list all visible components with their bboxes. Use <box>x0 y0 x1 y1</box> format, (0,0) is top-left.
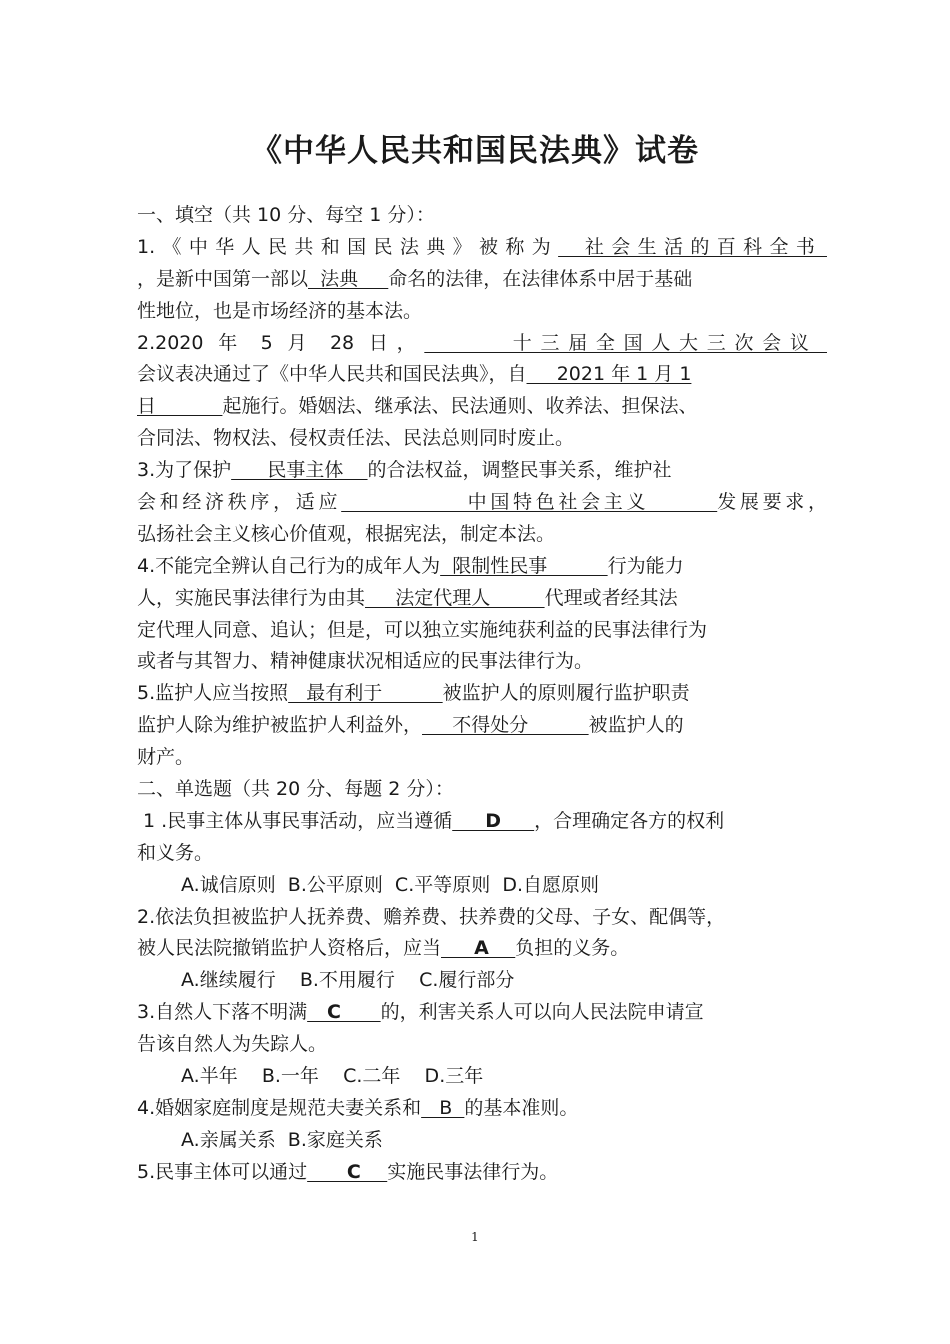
answer-blank: 不得处分 <box>422 714 589 737</box>
question-text: 行为能力 <box>607 554 684 577</box>
question-line <box>137 710 827 742</box>
question-text: 被监护人的 <box>588 714 684 737</box>
question-text: 代理或者经其法 <box>544 586 678 609</box>
section-heading: 一、填空（共 10 分、每空 1 分）： <box>137 204 435 226</box>
question-line <box>137 232 827 264</box>
answer-blank: 法定代理人 <box>365 586 545 609</box>
answer-blank: 中国特色社会主义 <box>341 491 718 514</box>
question-text: 5.监护人应当按照 <box>137 682 289 705</box>
question-text: 1.《中华人民共和国民法典》被称为 <box>137 235 559 258</box>
question-line: 和义务。 <box>137 841 214 864</box>
question-text: 被监护人的原则履行监护职责 <box>442 682 690 705</box>
question-line <box>137 583 827 615</box>
question-line <box>137 455 827 487</box>
page-title: 《中华人民共和国民法典》试卷 <box>251 133 699 169</box>
question-text: 1 .民事主体从事民事活动，应当遵循 <box>137 809 453 832</box>
question-text: 的基本准则。 <box>464 1096 579 1119</box>
question-text: 会和经济秩序，适应 <box>137 491 342 514</box>
answer-options: A.诚信原则 B.公平原则 C.平等原则 D.自愿原则 <box>181 873 599 896</box>
question-line <box>137 806 827 838</box>
page-number: 1 <box>471 1230 479 1244</box>
question-text: 发展要求， <box>717 491 827 514</box>
question-text: 2.2020 年 5 月 28 日， <box>137 331 425 354</box>
answer-blank: 2021 年 1 月 1 <box>526 363 692 386</box>
question-line <box>137 487 827 519</box>
answer-blank: D <box>452 809 535 832</box>
question-line <box>137 1093 827 1125</box>
question-line: 告该自然人为失踪人。 <box>137 1033 328 1056</box>
answer-blank: 十三届全国人大三次会议 <box>424 331 827 354</box>
question-line <box>137 997 827 1029</box>
question-text: 监护人除为维护被监护人利益外， <box>137 714 423 737</box>
question-text: 的，利害关系人可以向人民法院申请宣 <box>380 1001 704 1024</box>
question-text: ，合理确定各方的权利 <box>534 809 725 832</box>
question-text: 3.为了保护 <box>137 459 232 482</box>
answer-blank: B <box>421 1096 465 1119</box>
answer-options: A.半年 B.一年 C.二年 D.三年 <box>181 1065 484 1088</box>
question-line <box>137 264 827 296</box>
question-text: 被人民法院撤销监护人资格后，应当 <box>137 937 442 960</box>
answer-blank: A <box>441 937 516 960</box>
answer-blank: 法典 <box>308 267 389 290</box>
answer-blank: 日 <box>137 395 223 418</box>
answer-blank: 社会生活的百科全书 <box>558 235 827 258</box>
question-line <box>137 551 827 583</box>
question-line: 合同法、物权法、侵权责任法、民法总则同时废止。 <box>137 427 575 450</box>
question-line <box>137 678 827 710</box>
question-line <box>137 391 827 423</box>
answer-options: A.继续履行 B.不用履行 C.履行部分 <box>181 969 515 992</box>
question-line <box>137 933 827 965</box>
question-text: ，是新中国第一部以 <box>137 267 309 290</box>
question-line: 或者与其智力、精神健康状况相适应的民事法律行为。 <box>137 650 594 673</box>
section-heading: 二、单选题（共 20 分、每题 2 分）： <box>137 778 454 801</box>
question-line <box>137 1157 827 1189</box>
answer-blank: 民事主体 <box>231 459 368 482</box>
question-text: 的合法权益，调整民事关系，维护社 <box>367 459 672 482</box>
question-text: 命名的法律，在法律体系中居于基础 <box>388 267 693 290</box>
question-line: 性地位，也是市场经济的基本法。 <box>137 299 423 322</box>
question-line: 财产。 <box>137 746 195 769</box>
question-line: 弘扬社会主义核心价值观，根据宪法，制定本法。 <box>137 522 556 545</box>
question-line <box>137 359 827 391</box>
question-text: 负担的义务。 <box>515 937 630 960</box>
question-text: 4.婚姻家庭制度是规范夫妻关系和 <box>137 1096 422 1119</box>
answer-blank: 限制性民事 <box>440 554 608 577</box>
question-line <box>137 328 827 360</box>
question-text: 实施民事法律行为。 <box>387 1160 559 1183</box>
exam-content <box>137 200 827 1189</box>
answer-blank: C <box>307 1160 388 1183</box>
answer-options: A.亲属关系 B.家庭关系 <box>181 1128 383 1151</box>
question-text: 3.自然人下落不明满 <box>137 1001 308 1024</box>
question-line: 定代理人同意、追认；但是，可以独立实施纯获利益的民事法律行为 <box>137 618 708 641</box>
question-text: 人，实施民事法律行为由其 <box>137 586 366 609</box>
answer-blank: C <box>307 1001 381 1024</box>
question-text: 起施行。婚姻法、继承法、民法通则、收养法、担保法、 <box>222 395 698 418</box>
question-line: 2.依法负担被监护人抚养费、赡养费、扶养费的父母、子女、配偶等， <box>137 905 726 928</box>
question-text: 4.不能完全辨认自己行为的成年人为 <box>137 554 441 577</box>
answer-blank: 最有利于 <box>288 682 443 705</box>
question-text: 5.民事主体可以通过 <box>137 1160 308 1183</box>
question-text: 会议表决通过了《中华人民共和国民法典》，自 <box>137 363 527 386</box>
